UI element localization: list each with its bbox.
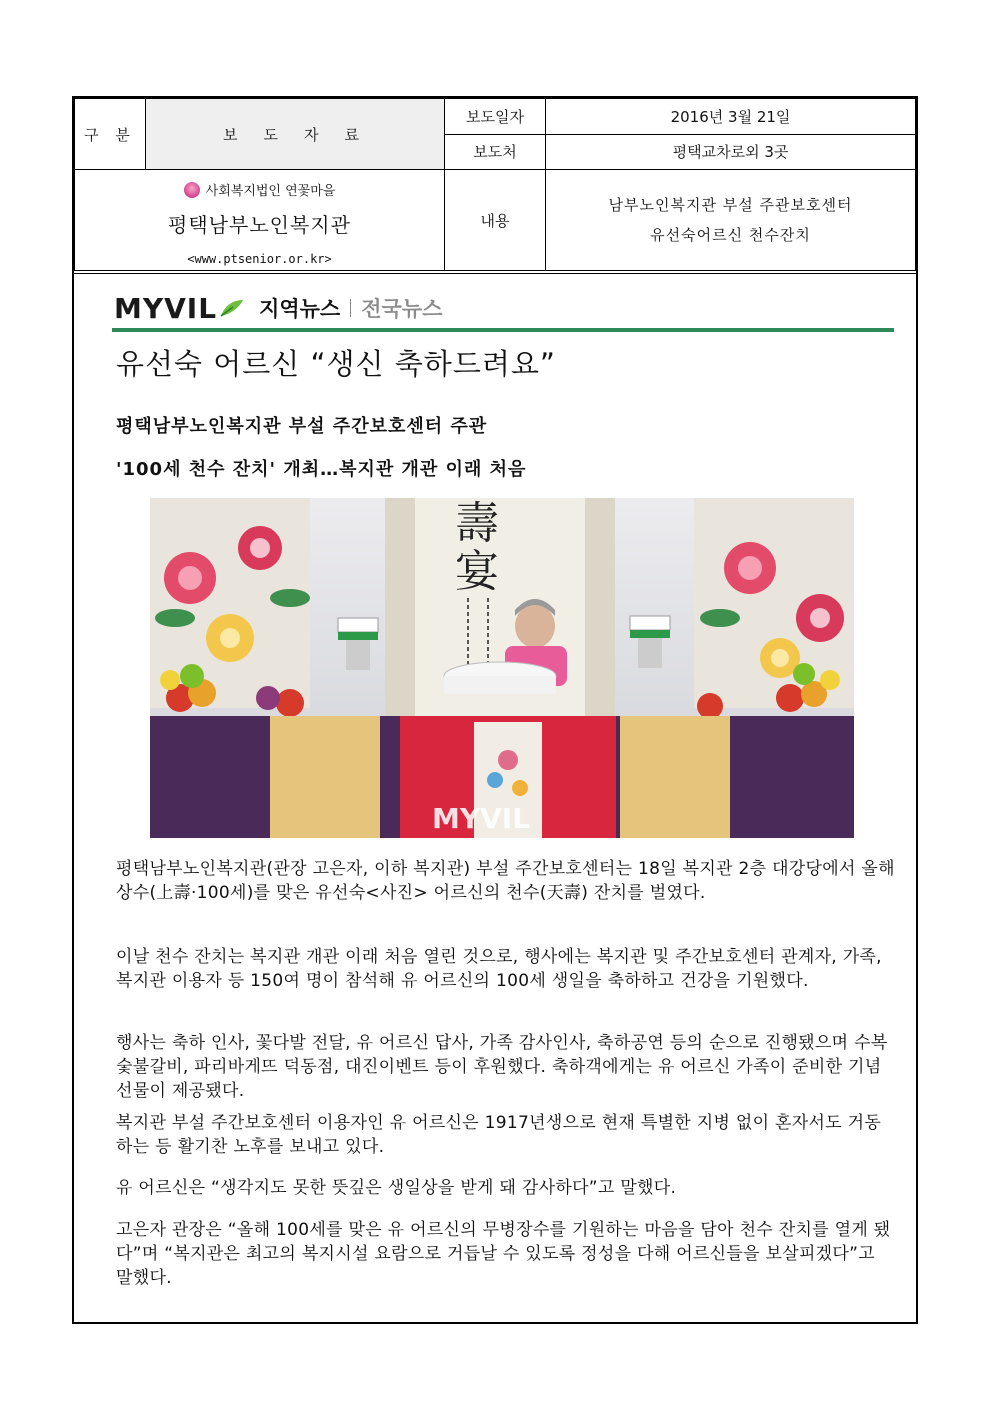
org-name: 평택남부노인복지관 bbox=[168, 213, 351, 237]
photo-watermark: MYVIL bbox=[432, 802, 531, 835]
org-url[interactable]: <www.ptsenior.or.kr> bbox=[187, 252, 332, 266]
outlet-value: 평택교차로외 3곳 bbox=[546, 134, 916, 170]
article-subhead-1: 평택남부노인복지관 부설 주간보호센터 주관 bbox=[116, 416, 488, 437]
article-paragraph-2: 이날 천수 잔치는 복지관 개관 이래 처음 열린 것으로, 행사에는 복지관 및 주간보호센터 관계자, 가족, 복지관 이용자 등 150여 명이 참석해 유 어르신의 100세 생일을 축하하고 건강을 기원했다. bbox=[116, 947, 882, 991]
org-cell bbox=[75, 170, 445, 271]
article-paragraph-5: 유 어르신은 “생각지도 못한 뜻깊은 생일상을 받게 돼 감사하다”고 말했다. bbox=[116, 1178, 677, 1198]
release-date-value: 2016년 3월 21일 bbox=[546, 99, 916, 135]
section-national-news[interactable]: 전국뉴스 bbox=[361, 297, 443, 321]
lotus-logo-icon bbox=[184, 182, 200, 198]
content-line-1: 남부노인복지관 부설 주관보호센터 bbox=[608, 196, 853, 214]
article-paragraph-3: 행사는 축하 인사, 꽃다발 전달, 유 어르신 답사, 가족 감사인사, 축하공연 등의 순으로 진행됐으며 수복숯불갈비, 파리바게뜨 덕동점, 대진이벤트 등이 후원했다. 축하객에게는 유 어르신 가족이 준비한 기념선물이 제공됐다. bbox=[116, 1033, 888, 1101]
leaf-logo-icon bbox=[219, 298, 245, 318]
section-separator bbox=[350, 299, 351, 317]
outlet-label: 보도처 bbox=[445, 134, 546, 170]
photo-illustration bbox=[150, 498, 854, 838]
category-label: 구 분 bbox=[75, 99, 146, 170]
release-date-label: 보도일자 bbox=[445, 99, 546, 135]
myvil-brand-text: MYVIL bbox=[114, 291, 218, 325]
content-label: 내용 bbox=[445, 170, 546, 271]
article-subhead-2: '100세 천수 잔치' 개최…복지관 개관 이래 처음 bbox=[116, 459, 527, 480]
header-divider bbox=[74, 270, 916, 274]
content-value bbox=[546, 170, 916, 271]
myvil-logo bbox=[114, 292, 255, 325]
article-paragraph-1: 평택남부노인복지관(관장 고은자, 이하 복지관) 부설 주간보호센터는 18일 복지관 2층 대강당에서 올해 상수(上壽·100세)를 맞은 유선숙<사진> 어르신의 천수(天壽) 잔치를 벌였다. bbox=[116, 859, 895, 903]
press-release-frame bbox=[72, 96, 918, 1324]
birthday-party-photo bbox=[150, 498, 854, 838]
banner-char-1: 壽 bbox=[455, 498, 499, 549]
masthead-rule bbox=[112, 328, 894, 332]
org-tagline-row bbox=[75, 180, 444, 199]
header-table bbox=[74, 98, 916, 271]
article-headline: 유선숙 어르신 “생신 축하드려요” bbox=[116, 347, 556, 381]
article-paragraph-4: 복지관 부설 주간보호센터 이용자인 유 어르신은 1917년생으로 현재 특별한 지병 없이 혼자서도 거동하는 등 활기찬 노후를 보내고 있다. bbox=[116, 1113, 882, 1157]
org-tagline: 사회복지법인 연꽃마을 bbox=[205, 184, 336, 199]
content-line-2: 유선숙어르신 천수잔치 bbox=[650, 226, 811, 244]
doc-type-title: 보도자료 bbox=[146, 99, 445, 170]
section-local-news[interactable]: 지역뉴스 bbox=[259, 297, 341, 321]
article-paragraph-6: 고은자 관장은 “올해 100세를 맞은 유 어르신의 무병장수를 기원하는 마음을 담아 천수 잔치를 열게 됐다”며 “복지관은 최고의 복지시설 요람으로 거듭날 수 있도록 정성을 다해 어르신들을 보살피겠다”고 말했다. bbox=[116, 1220, 891, 1288]
banner-char-2: 宴 bbox=[455, 546, 499, 597]
news-masthead bbox=[114, 286, 894, 330]
